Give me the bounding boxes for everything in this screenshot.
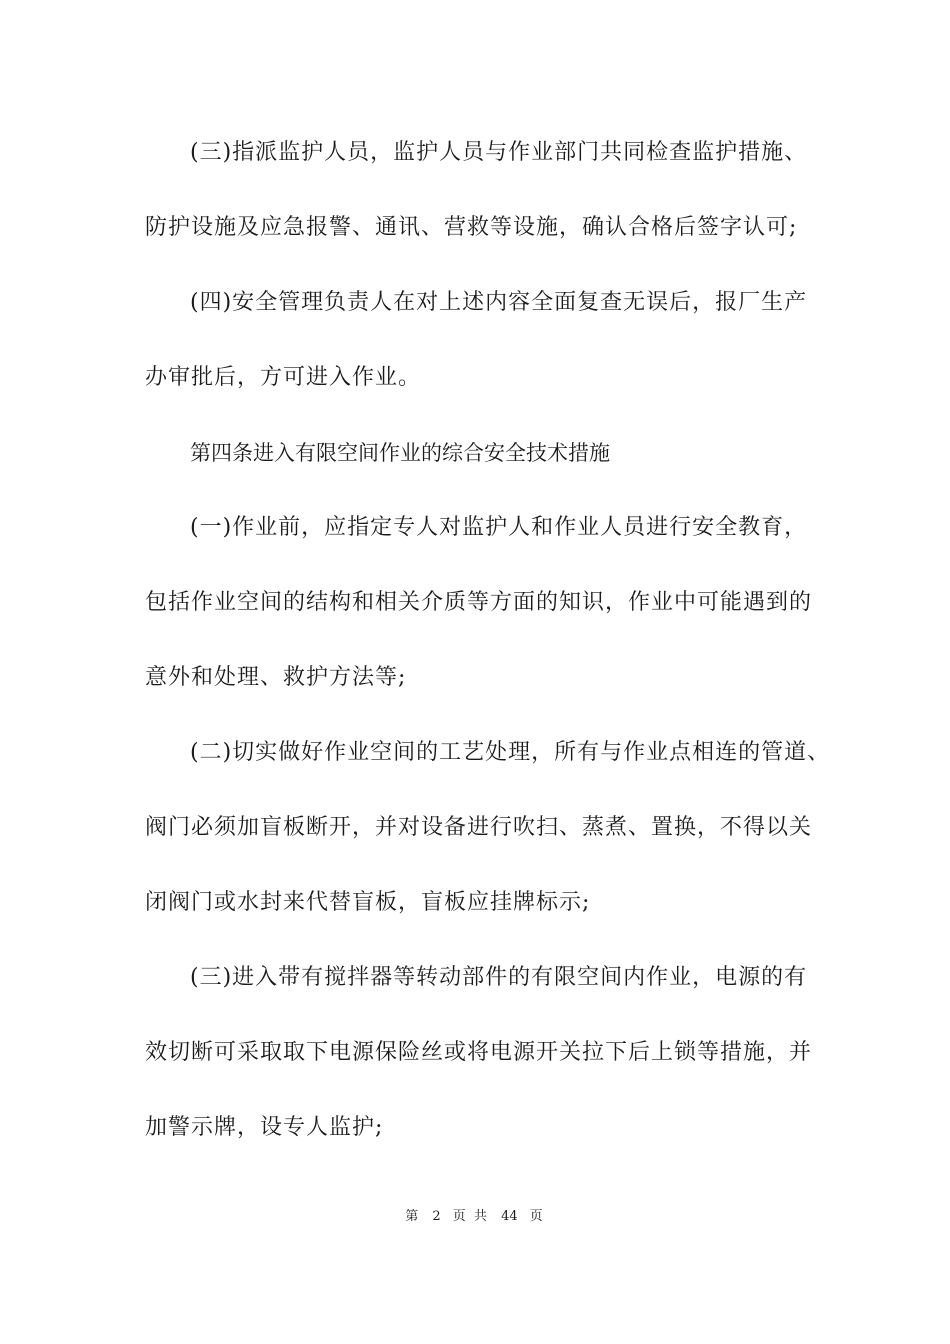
section-heading: 第四条进入有限空间作业的综合安全技术措施 — [190, 441, 610, 465]
current-page-number: 2 — [432, 1209, 441, 1224]
footer-prefix: 第 — [405, 1209, 421, 1224]
paragraph-line: (三)进入带有搅拌器等转动部件的有限空间内作业，电源的有 — [190, 965, 808, 990]
paragraph-line: 加警示牌，设专人监护; — [145, 1115, 384, 1140]
paragraph-line: (四)安全管理负责人在对上述内容全面复查无误后，报厂生产 — [190, 290, 808, 315]
footer-middle: 页 共 — [452, 1209, 489, 1224]
footer-suffix: 页 — [529, 1209, 545, 1224]
paragraph-line: (二)切实做好作业空间的工艺处理，所有与作业点相连的管道、 — [190, 740, 831, 765]
paragraph-line: 包括作业空间的结构和相关介质等方面的知识，作业中可能遇到的 — [145, 590, 813, 615]
paragraph-line: 闭阀门或水封来代替盲板，盲板应挂牌标示; — [145, 890, 591, 915]
paragraph-line: (三)指派监护人员，监护人员与作业部门共同检查监护措施、 — [190, 140, 808, 165]
paragraph-line: 效切断可采取取下电源保险丝或将电源开关拉下后上锁等措施，并 — [145, 1040, 813, 1065]
page-number-footer — [0, 1208, 950, 1226]
paragraph-line: 防护设施及应急报警、通讯、营救等设施，确认合格后签字认可; — [145, 215, 798, 240]
paragraph-line: 阀门必须加盲板断开，并对设备进行吹扫、蒸煮、置换，不得以关 — [145, 815, 813, 840]
paragraph-line: 意外和处理、救护方法等; — [145, 665, 407, 690]
paragraph-line: (一)作业前，应指定专人对监护人和作业人员进行安全教育， — [190, 515, 808, 540]
paragraph-line: 办审批后，方可进入作业。 — [145, 365, 422, 390]
total-page-count: 44 — [501, 1209, 518, 1224]
